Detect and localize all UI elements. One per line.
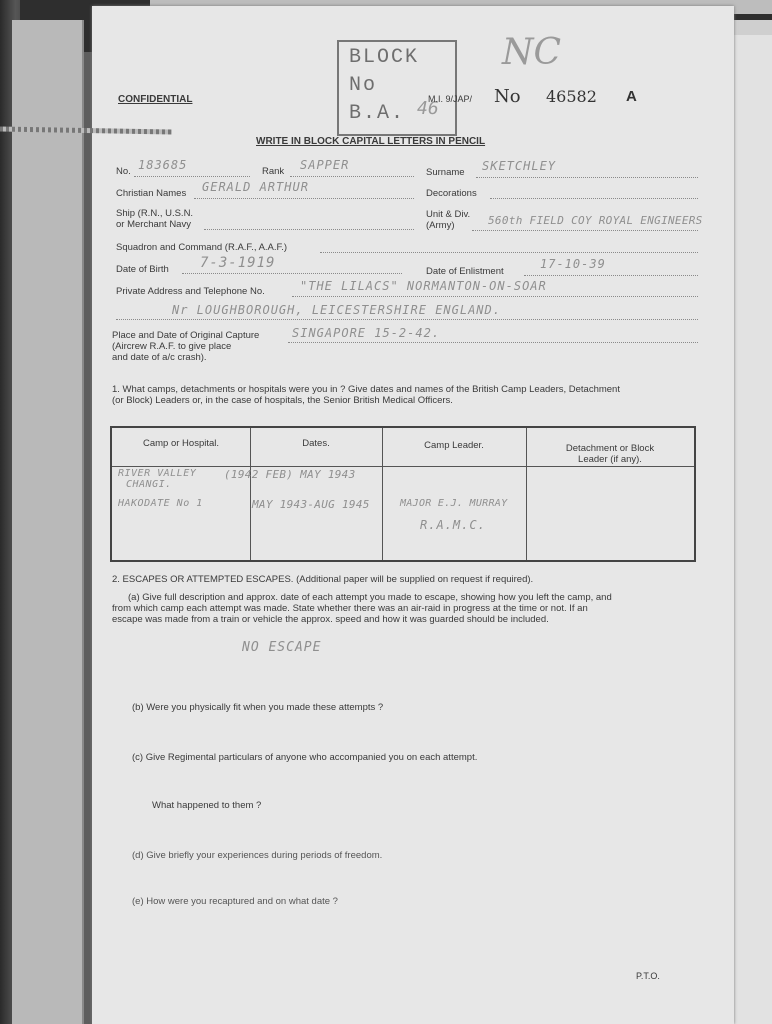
- unit-label-line1: Unit & Div.: [426, 209, 471, 220]
- unit-label-line2: (Army): [426, 220, 455, 231]
- question-b: (b) Were you physically fit when you made these attempts ?: [132, 702, 384, 713]
- enlistment-value: 17-10-39: [540, 257, 606, 271]
- stamp-ba-text: B.A.: [349, 102, 406, 125]
- enlistment-label: Date of Enlistment: [426, 266, 504, 277]
- row2-camp-leader-line2: R.A.M.C.: [420, 518, 486, 532]
- no-label: No.: [116, 166, 131, 177]
- section2-a-line2: from which camp each attempt was made. State whether there was an air-raid in progress at the time or not. If an: [112, 603, 588, 614]
- block-stamp: [337, 40, 457, 136]
- corner-handwritten-mark: NC: [502, 32, 562, 73]
- rank-label: Rank: [262, 166, 285, 177]
- christian-names-value: GERALD ARTHUR: [202, 180, 309, 194]
- section1-question-line2: (or Block) Leaders or, in the case of hospitals, the Senior British Medical Officers.: [112, 395, 453, 406]
- escape-answer: NO ESCAPE: [242, 640, 322, 655]
- col-header-dates: Dates.: [302, 438, 330, 449]
- row2-camp-leader: MAJOR E.J. MURRAY: [400, 498, 508, 509]
- capture-label-line2: (Aircrew R.A.F. to give place: [112, 341, 232, 352]
- christian-names-label: Christian Names: [116, 188, 187, 199]
- col-header-detachment: Detachment or Block: [565, 443, 655, 454]
- dob-label: Date of Birth: [116, 264, 169, 275]
- capture-label-line1: Place and Date of Original Capture: [112, 330, 260, 341]
- stamp-block-text: BLOCK: [349, 46, 420, 69]
- decorations-label: Decorations: [426, 188, 477, 199]
- underlying-page-edge: [728, 35, 772, 1024]
- col-header-camp-leader: Camp Leader.: [424, 440, 484, 451]
- form-suffix: A: [626, 88, 637, 105]
- address-line2: Nr LOUGHBOROUGH, LEICESTERSHIRE ENGLAND.: [172, 303, 501, 317]
- question-c: (c) Give Regimental particulars of anyone who accompanied you on each attempt.: [132, 752, 478, 763]
- unit-value: 560th FIELD COY ROYAL ENGINEERS: [488, 214, 703, 227]
- question-c2: What happened to them ?: [152, 800, 262, 811]
- address-label: Private Address and Telephone No.: [116, 286, 265, 297]
- questionnaire-form: [92, 6, 734, 1024]
- ship-label-line2: or Merchant Navy: [116, 219, 191, 230]
- form-number: 46582: [546, 87, 597, 106]
- row2-dates: MAY 1943-AUG 1945: [252, 498, 370, 511]
- section2-title: 2. ESCAPES OR ATTEMPTED ESCAPES. (Additional paper will be supplied on request if required).: [112, 574, 534, 585]
- rank-value: SAPPER: [300, 158, 350, 172]
- col-header-camp: Camp or Hospital.: [142, 438, 220, 449]
- ref-code: M.I. 9/JAP/: [428, 94, 473, 104]
- section1-question-line1: 1. What camps, detachments or hospitals were you in ? Give dates and names of the British Camp Leaders, Detachment: [112, 384, 620, 395]
- surname-label: Surname: [426, 167, 465, 178]
- row1-dates: (1942 FEB) MAY 1943: [224, 468, 356, 481]
- number-label: No: [494, 86, 521, 107]
- ship-label-line1: Ship (R.N., U.S.N.: [116, 208, 194, 219]
- surname-value: SKETCHLEY: [482, 159, 557, 173]
- capture-value: SINGAPORE 15-2-42.: [292, 326, 441, 340]
- pto-label: P.T.O.: [636, 971, 660, 981]
- address-line1: "THE LILACS" NORMANTON-ON-SOAR: [300, 279, 547, 293]
- row1-camp: RIVER VALLEY: [118, 468, 197, 479]
- row1-camp-line2: CHANGI.: [126, 479, 172, 490]
- question-e: (e) How were you recaptured and on what date ?: [132, 896, 338, 907]
- row2-camp: HAKODATE No 1: [118, 498, 203, 509]
- folder-inner-page: [12, 20, 84, 1024]
- question-d: (d) Give briefly your experiences during periods of freedom.: [132, 850, 383, 861]
- section2-a-line1: (a) Give full description and approx. date of each attempt you made to escape, showing how you left the camp, and: [128, 592, 612, 603]
- stamp-no-text: No: [349, 74, 378, 97]
- section2-a-line3: escape was made from a train or vehicle the approx. speed and how it was guarded should be included.: [112, 614, 549, 625]
- pencil-instruction: WRITE IN BLOCK CAPITAL LETTERS IN PENCIL: [256, 136, 486, 147]
- camps-table: [110, 426, 696, 562]
- squadron-label: Squadron and Command (R.A.F., A.A.F.): [116, 242, 288, 253]
- dob-value: 7-3-1919: [200, 255, 276, 271]
- capture-label-line3: and date of a/c crash).: [112, 352, 207, 363]
- no-value: 183685: [138, 158, 188, 172]
- col-header-detachment-line2: Leader (if any).: [578, 454, 642, 465]
- stamp-handwritten-number: 46: [417, 98, 439, 119]
- classification-label: CONFIDENTIAL: [118, 94, 193, 105]
